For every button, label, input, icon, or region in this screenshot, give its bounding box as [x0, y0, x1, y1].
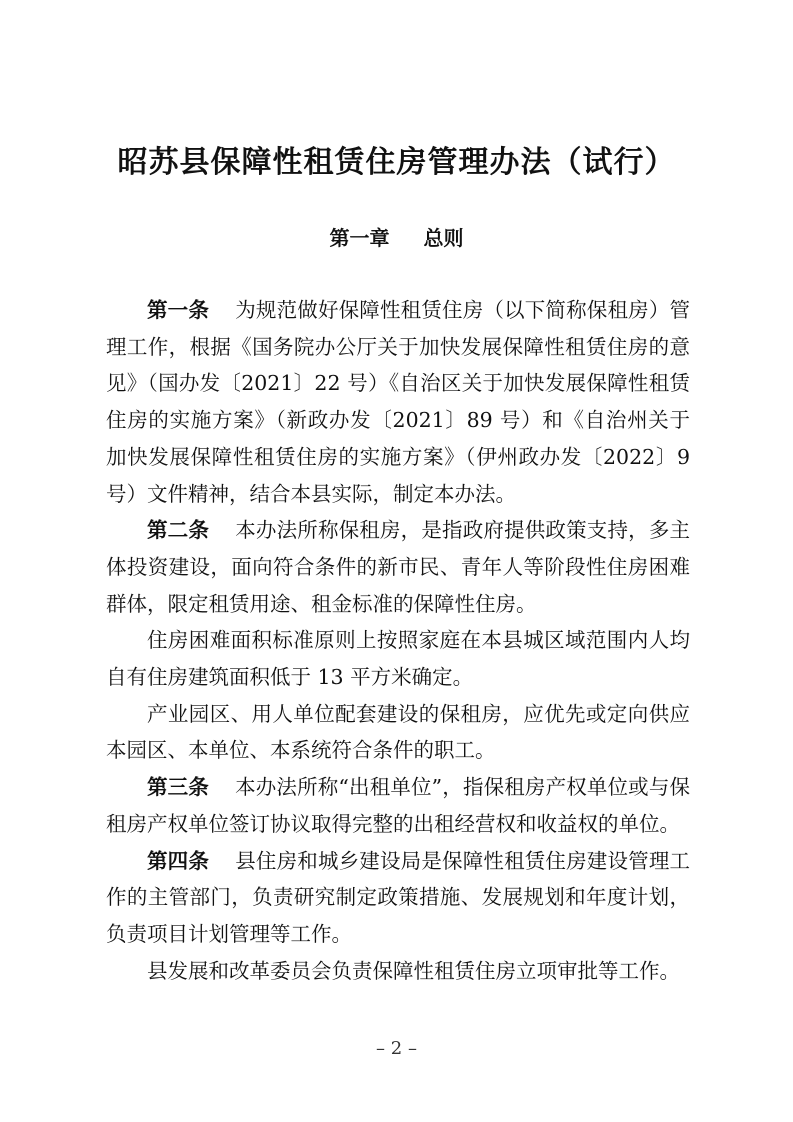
- article-text: 本办法所称保租房，是指政府提供政策支持，多主体投资建设，面向符合条件的新市民、青年人等阶段性住房困难群体，限定租赁用途、租金标准的保障性住房。: [106, 518, 691, 616]
- article-4-paragraph: [106, 843, 690, 953]
- article-label: 第三条: [147, 775, 209, 800]
- article-3-paragraph: [106, 769, 690, 842]
- body-paragraph: [106, 953, 690, 990]
- paragraph-text: 产业园区、用人单位配套建设的保租房，应优先或定向供应本园区、本单位、本系统符合条件的职工。: [106, 701, 690, 763]
- chapter-heading: [0, 224, 793, 252]
- document-body: [106, 292, 690, 989]
- chapter-name: 总则: [423, 226, 464, 250]
- article-label: 第四条: [147, 848, 210, 873]
- chapter-number: 第一章: [329, 226, 390, 250]
- body-paragraph: [106, 622, 690, 695]
- article-1-paragraph: [106, 292, 690, 512]
- paragraph-text: 县发展和改革委员会负责保障性租赁住房立项审批等工作。: [147, 958, 680, 983]
- page-number: – 2 –: [376, 1038, 417, 1059]
- body-paragraph: [106, 696, 690, 769]
- article-label: 第一条: [147, 298, 210, 322]
- paragraph-text: 住房困难面积标准原则上按照家庭在本县城区域范围内人均自有住房建筑面积低于 13 平方米确定。: [106, 628, 690, 690]
- article-text: 县住房和城乡建设局是保障性租赁住房建设管理工作的主管部门，负责研究制定政策措施、发展规划和年度计划，负责项目计划管理等工作。: [106, 848, 691, 946]
- article-2-paragraph: [106, 512, 690, 622]
- document-title: 昭苏县保障性租赁住房管理办法（试行）: [117, 145, 676, 180]
- article-text: 为规范做好保障性租赁住房（以下简称保租房）管理工作，根据《国务院办公厅关于加快发展保障性租赁住房的意见》（国办发〔2021〕22 号）《自治区关于加快发展保障性租赁住房的实施方案》（新政办发〔2021〕89 号）和《自治州关于加快发展保障性租赁住房的实施方案》（伊州政办发〔2022〕9 号）文件精神，结合本县实际，制定本办法。: [106, 298, 691, 506]
- article-label: 第二条: [147, 518, 210, 543]
- article-text: 本办法所称“出租单位”，指保租房产权单位或与保租房产权单位签订协议取得完整的出租经营权和收益权的单位。: [106, 775, 690, 836]
